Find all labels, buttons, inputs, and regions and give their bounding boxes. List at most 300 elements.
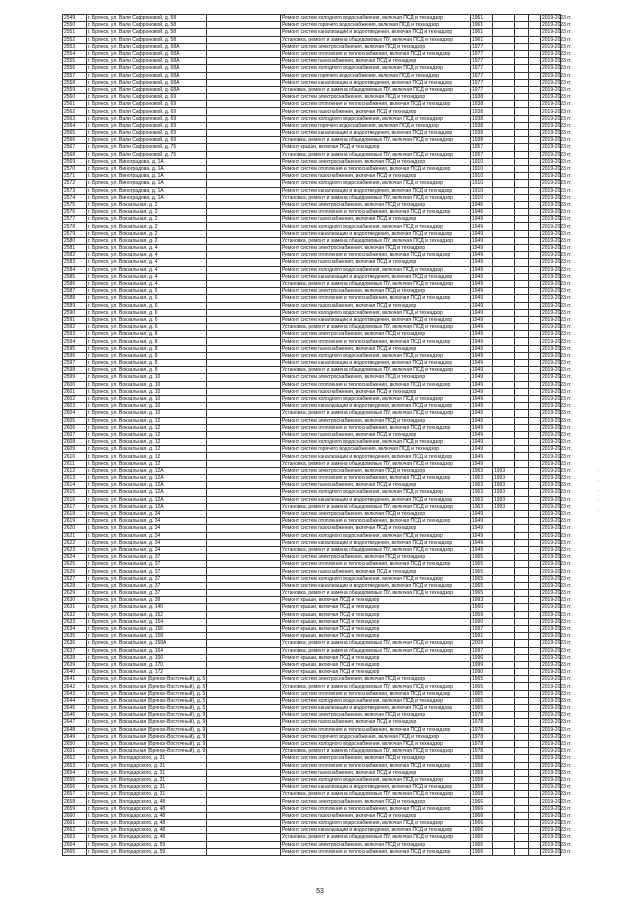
row-year-built: 1949 [471, 518, 493, 525]
row-period: 2019-2023 гг. [542, 151, 572, 158]
row-blank [515, 352, 529, 359]
row-number: 2654 [63, 769, 87, 776]
row-period: 2019-2023 гг. [542, 144, 572, 151]
row-blank [515, 65, 529, 72]
row-period: 2019-2023 гг. [542, 561, 572, 568]
row-address: г. Брянск, ул. Вокзальная, д. 4 [87, 280, 207, 287]
table-row [63, 475, 561, 482]
table-row [63, 683, 561, 690]
table-row [63, 165, 561, 172]
row-year-reconstructed [493, 280, 515, 287]
table-row [63, 94, 561, 101]
row-blank [207, 237, 281, 244]
row-blank [529, 252, 541, 259]
row-blank [515, 784, 529, 791]
row-period: 2019-2023 гг. [542, 374, 572, 381]
row-blank [515, 417, 529, 424]
row-blank [207, 798, 281, 805]
row-address: г. Брянск, ул. Виноградова, д. 1А [87, 194, 207, 201]
row-address: г. Брянск, ул. Вокзальная, д. 37 [87, 575, 207, 582]
row-blank [529, 676, 541, 683]
row-blank [529, 848, 541, 855]
row-number: 2600 [63, 381, 87, 388]
row-blank [515, 467, 529, 474]
table-row [63, 50, 561, 57]
row-year-built: 1991 [471, 633, 493, 640]
row-work-type: Ремонт систем электроснабжения, включая ПСД и технадзор [281, 331, 471, 338]
row-blank [529, 137, 541, 144]
row-number: 2663 [63, 834, 87, 841]
row-year-reconstructed: 1993 [493, 482, 515, 489]
row-period: 2019-2023 гг. [542, 352, 572, 359]
row-number: 2628 [63, 582, 87, 589]
row-number: 2596 [63, 352, 87, 359]
row-blank [207, 288, 281, 295]
row-year-built: 1977 [471, 50, 493, 57]
row-number: 2643 [63, 690, 87, 697]
row-address: г. Брянск, ул. Вокзальная, д. 4 [87, 273, 207, 280]
row-number: 2634 [63, 625, 87, 632]
row-year-built: 1949 [471, 288, 493, 295]
row-work-type: Установка, ремонт и замена общедомовых ПУ, включая ПСД и технадзор [281, 137, 471, 144]
row-work-type: Ремонт систем холодного водоснабжения, включая ПСД и технадзор [281, 532, 471, 539]
margin-mark: · [598, 488, 600, 494]
row-address: г. Брянск, ул. Вокзальная, д. 10 [87, 388, 207, 395]
row-period: 2019-2023 гг. [542, 812, 572, 819]
row-year-built: 1957 [471, 151, 493, 158]
row-year-reconstructed [493, 130, 515, 137]
row-work-type: Ремонт систем канализации и водоотведения, включая ПСД и технадзор [281, 582, 471, 589]
row-work-type: Установка, ремонт и замена общедомовых ПУ, включая ПСД и технадзор [281, 640, 471, 647]
row-blank [515, 316, 529, 323]
row-period: 2019-2023 гг. [542, 784, 572, 791]
row-address: г. Брянск, ул. Вокзальная, д. 6 [87, 316, 207, 323]
table-row [63, 288, 561, 295]
row-period: 2019-2023 гг. [542, 367, 572, 374]
row-work-type: Ремонт систем отопления и теплоснабжения, включая ПСД и технадзор [281, 475, 471, 482]
row-number: 2593 [63, 331, 87, 338]
row-year-reconstructed [493, 431, 515, 438]
row-blank [515, 597, 529, 604]
row-blank [515, 237, 529, 244]
row-year-built: 1965 [471, 561, 493, 568]
row-blank [207, 130, 281, 137]
row-blank [529, 194, 541, 201]
row-address: г. Брянск, ул. Вокзальная, д. 37 [87, 568, 207, 575]
row-period: 2019-2023 гг. [542, 820, 572, 827]
row-work-type: Ремонт систем холодного водоснабжения, включая ПСД и технадзор [281, 575, 471, 582]
row-blank [515, 72, 529, 79]
row-blank [529, 101, 541, 108]
row-year-built: 1958 [471, 769, 493, 776]
row-blank [529, 697, 541, 704]
row-year-reconstructed [493, 439, 515, 446]
row-work-type: Установка, ремонт и замена общедомовых ПУ, включая ПСД и технадзор [281, 503, 471, 510]
row-number: 2614 [63, 482, 87, 489]
table-row [63, 719, 561, 726]
table-row [63, 245, 561, 252]
row-year-built: 1993 [471, 597, 493, 604]
row-blank [207, 316, 281, 323]
row-blank [515, 194, 529, 201]
row-blank [515, 309, 529, 316]
row-address: г. Брянск, ул. Вали Сафроновой, д. 58 [87, 36, 207, 43]
table-row [63, 410, 561, 417]
row-blank [529, 266, 541, 273]
table-row [63, 130, 561, 137]
row-work-type: Установка, ремонт и замена общедомовых ПУ, включая ПСД и технадзор [281, 410, 471, 417]
row-year-reconstructed [493, 273, 515, 280]
table-row [63, 29, 561, 36]
row-year-reconstructed [493, 173, 515, 180]
row-work-type: Ремонт систем канализации и водоотведения, включая ПСД и технадзор [281, 79, 471, 86]
row-blank [529, 165, 541, 172]
row-year-reconstructed: 1993 [493, 467, 515, 474]
row-blank [515, 482, 529, 489]
row-number: 2633 [63, 618, 87, 625]
table-row [63, 489, 561, 496]
row-address: г. Брянск, ул. Вокзальная, д. 37 [87, 590, 207, 597]
row-blank [529, 503, 541, 510]
row-number: 2658 [63, 798, 87, 805]
table-row [63, 36, 561, 43]
row-blank [207, 791, 281, 798]
row-work-type: Ремонт систем холодного водоснабжения, включая ПСД и технадзор [281, 115, 471, 122]
row-work-type: Ремонт систем канализации и водоотведения, включая ПСД и технадзор [281, 29, 471, 36]
row-address: г. Брянск, ул. Вокзальная, д. 10 [87, 381, 207, 388]
row-year-built: 1949 [471, 525, 493, 532]
row-address: г. Брянск, ул. Вокзальная, д. 34 [87, 546, 207, 553]
table-row [63, 309, 561, 316]
row-blank [515, 331, 529, 338]
row-year-built: 1966 [471, 798, 493, 805]
row-year-reconstructed [493, 403, 515, 410]
table-row [63, 367, 561, 374]
row-number: 2602 [63, 395, 87, 402]
row-blank [515, 791, 529, 798]
row-period: 2019-2023 гг. [542, 295, 572, 302]
table-row [63, 230, 561, 237]
row-year-built: 1949 [471, 417, 493, 424]
row-blank [529, 827, 541, 834]
row-address: г. Брянск, ул. Вокзальная, д. 6 [87, 295, 207, 302]
row-year-reconstructed [493, 798, 515, 805]
row-year-reconstructed [493, 561, 515, 568]
row-work-type: Ремонт систем электроснабжения, включая ПСД и технадзор [281, 94, 471, 101]
row-blank [529, 180, 541, 187]
row-address: г. Брянск, ул. Вали Сафроновой, д. 58 [87, 29, 207, 36]
row-blank [529, 115, 541, 122]
row-blank [529, 820, 541, 827]
row-work-type: Ремонт систем электроснабжения, включая ПСД и технадзор [281, 43, 471, 50]
row-work-type: Ремонт систем холодного водоснабжения, включая ПСД и технадзор [281, 65, 471, 72]
row-blank [207, 740, 281, 747]
row-blank [529, 295, 541, 302]
row-work-type: Ремонт систем канализации и водоотведения, включая ПСД и технадзор [281, 360, 471, 367]
row-period: 2019-2023 гг. [542, 15, 572, 22]
row-period: 2019-2023 гг. [542, 762, 572, 769]
row-work-type: Ремонт систем холодного водоснабжения, включая ПСД и технадзор [281, 15, 471, 22]
row-blank [529, 604, 541, 611]
row-address: г. Брянск, ул. Вали Сафроновой, д. 69 [87, 122, 207, 129]
row-work-type: Ремонт систем газоснабжения, включая ПСД и технадзор [281, 108, 471, 115]
table-row [63, 352, 561, 359]
row-work-type: Ремонт систем электроснабжения, включая ПСД и технадзор [281, 374, 471, 381]
capital-repair-table [62, 14, 572, 856]
row-period: 2019-2023 гг. [542, 309, 572, 316]
row-blank [207, 403, 281, 410]
row-year-reconstructed [493, 539, 515, 546]
row-year-reconstructed [493, 381, 515, 388]
row-year-reconstructed [493, 137, 515, 144]
row-blank [207, 201, 281, 208]
row-address: г. Брянск, ул. Вали Сафроновой, д. 58 [87, 22, 207, 29]
row-year-built: 1949 [471, 446, 493, 453]
row-number: 2575 [63, 201, 87, 208]
row-blank [515, 705, 529, 712]
row-number: 2642 [63, 683, 87, 690]
row-address: г. Брянск, ул. Виноградова, д. 1А [87, 180, 207, 187]
row-period: 2019-2023 гг. [542, 626, 572, 633]
row-year-built: 1949 [471, 345, 493, 352]
table-row [63, 791, 561, 798]
table-row [63, 755, 561, 762]
row-blank [207, 331, 281, 338]
row-number: 2582 [63, 252, 87, 259]
row-address: г. Брянск, ул. Вокзальная, д. 12 [87, 417, 207, 424]
row-blank [515, 115, 529, 122]
row-blank [207, 705, 281, 712]
table-row [63, 654, 561, 661]
row-year-built: 1977 [471, 43, 493, 50]
row-work-type: Ремонт систем отопления и теплоснабжения, включая ПСД и технадзор [281, 252, 471, 259]
row-blank [529, 29, 541, 36]
table-row [63, 618, 561, 625]
row-work-type: Ремонт систем газоснабжения, включая ПСД и технадзор [281, 388, 471, 395]
row-work-type: Ремонт систем электроснабжения, включая ПСД и технадзор [281, 554, 471, 561]
row-number: 2624 [63, 554, 87, 561]
row-year-built: 1978 [471, 726, 493, 733]
row-blank [515, 259, 529, 266]
row-blank [207, 395, 281, 402]
row-blank [529, 597, 541, 604]
row-year-reconstructed [493, 216, 515, 223]
row-address: г. Брянск, ул. Вокзальная, д. 34 [87, 518, 207, 525]
row-blank [529, 187, 541, 194]
row-year-built: 1910 [471, 180, 493, 187]
row-year-built: 1966 [471, 841, 493, 848]
row-blank [515, 122, 529, 129]
row-year-reconstructed [493, 640, 515, 647]
row-period: 2019-2023 гг. [542, 791, 572, 798]
row-year-built: 1946 [471, 209, 493, 216]
row-period: 2019-2023 гг. [542, 122, 572, 129]
row-year-reconstructed [493, 676, 515, 683]
row-blank [207, 518, 281, 525]
row-blank [529, 410, 541, 417]
row-number: 2603 [63, 403, 87, 410]
row-number: 2592 [63, 324, 87, 331]
row-period: 2019-2023 гг. [542, 266, 572, 273]
row-number: 2631 [63, 604, 87, 611]
row-year-built: 1977 [471, 58, 493, 65]
row-blank [529, 50, 541, 57]
row-address: г. Брянск, ул. Вокзальная (Брянск-Восточный), д. 5 [88, 683, 206, 690]
row-period: 2019-2023 гг. [542, 288, 572, 295]
row-year-reconstructed [493, 352, 515, 359]
row-period: 2019-2023 гг. [542, 741, 572, 748]
table-row [63, 676, 561, 683]
row-blank [207, 805, 281, 812]
row-year-built: 1946 [471, 201, 493, 208]
row-blank [207, 597, 281, 604]
row-year-built: 1949 [471, 302, 493, 309]
row-year-built: 1997 [471, 625, 493, 632]
row-blank [207, 525, 281, 532]
row-blank [207, 661, 281, 668]
row-work-type: Ремонт систем отопления и теплоснабжения, включая ПСД и технадзор [281, 424, 471, 431]
row-year-built: 1910 [471, 187, 493, 194]
table-row [63, 554, 561, 561]
row-blank [207, 755, 281, 762]
row-work-type: Ремонт систем канализации и водоотведения, включая ПСД и технадзор [281, 316, 471, 323]
row-blank [529, 86, 541, 93]
row-work-type: Ремонт крыши, включая ПСД и технадзор [281, 625, 471, 632]
row-year-built: 1961 [471, 29, 493, 36]
row-period: 2019-2023 гг. [542, 86, 572, 93]
row-blank [529, 482, 541, 489]
row-year-reconstructed [493, 532, 515, 539]
row-number: 2660 [63, 812, 87, 819]
row-blank [207, 633, 281, 640]
row-blank [207, 827, 281, 834]
row-year-built: 1978 [471, 733, 493, 740]
row-year-reconstructed [493, 848, 515, 855]
row-year-reconstructed [493, 460, 515, 467]
row-blank [529, 762, 541, 769]
row-year-reconstructed [493, 661, 515, 668]
row-blank [515, 266, 529, 273]
row-number: 2609 [63, 446, 87, 453]
row-blank [207, 625, 281, 632]
row-blank [207, 252, 281, 259]
row-year-built: 1949 [471, 252, 493, 259]
row-blank [207, 245, 281, 252]
row-blank [529, 173, 541, 180]
row-year-reconstructed [493, 316, 515, 323]
table-row [63, 58, 561, 65]
row-number: 2650 [63, 740, 87, 747]
row-address: г. Брянск, ул. Вокзальная, д. 34 [87, 525, 207, 532]
margin-mark: · [598, 468, 600, 474]
row-period: 2019-2023 гг. [542, 676, 572, 683]
row-address: г. Брянск, ул. Вокзальная (Брянск-Восточный), д. 9 [88, 719, 206, 726]
row-year-reconstructed [493, 518, 515, 525]
row-year-built: 1958 [471, 762, 493, 769]
row-work-type: Ремонт систем газоснабжения, включая ПСД и технадзор [281, 525, 471, 532]
table-row [63, 417, 561, 424]
row-period: 2019-2023 гг. [542, 230, 572, 237]
row-period: 2019-2023 гг. [542, 396, 572, 403]
row-blank [207, 173, 281, 180]
row-work-type: Ремонт систем отопления и теплоснабжения, включая ПСД и технадзор [281, 209, 471, 216]
row-blank [515, 568, 529, 575]
row-year-built: 1965 [471, 697, 493, 704]
row-blank [515, 719, 529, 726]
row-blank [515, 518, 529, 525]
table-row [63, 834, 561, 841]
row-year-reconstructed [493, 374, 515, 381]
row-blank [515, 546, 529, 553]
row-period: 2019-2023 гг. [542, 360, 572, 367]
row-address: г. Брянск, ул. Вокзальная, д. 8 [87, 352, 207, 359]
row-work-type: Ремонт систем газоснабжения, включая ПСД и технадзор [281, 345, 471, 352]
row-address: г. Брянск, ул. Вокзальная, д. 8 [87, 338, 207, 345]
table-row [63, 769, 561, 776]
row-blank [207, 417, 281, 424]
table-row [63, 22, 561, 29]
row-blank [207, 187, 281, 194]
row-work-type: Ремонт крыши, включая ПСД и технадзор [281, 669, 471, 676]
row-blank [207, 15, 281, 22]
row-blank [207, 209, 281, 216]
row-work-type: Установка, ремонт и замена общедомовых ПУ, включая ПСД и технадзор [281, 324, 471, 331]
row-year-reconstructed [493, 122, 515, 129]
row-blank [207, 295, 281, 302]
row-blank [515, 22, 529, 29]
row-year-reconstructed [493, 259, 515, 266]
row-year-reconstructed [493, 590, 515, 597]
row-address: г. Брянск, ул. Володарского, д. 31 [87, 762, 207, 769]
row-address: г. Брянск, ул. Вокзальная, д. 156 [87, 625, 207, 632]
table-row [63, 374, 561, 381]
row-number: 2659 [63, 805, 87, 812]
table-row [63, 266, 561, 273]
row-period: 2019-2023 гг. [542, 546, 572, 553]
row-year-reconstructed [493, 705, 515, 712]
row-number: 2553 [63, 43, 87, 50]
row-work-type: Ремонт систем электроснабжения, включая ПСД и технадзор [281, 755, 471, 762]
row-work-type: Ремонт систем электроснабжения, включая ПСД и технадзор [281, 841, 471, 848]
table-row [63, 482, 561, 489]
row-blank [529, 690, 541, 697]
row-address: г. Брянск, ул. Вокзальная, д. 39 [87, 597, 207, 604]
row-blank [529, 403, 541, 410]
row-work-type: Ремонт систем электроснабжения, включая ПСД и технадзор [281, 417, 471, 424]
row-work-type: Установка, ремонт и замена общедомовых ПУ, включая ПСД и технадзор [281, 36, 471, 43]
row-address: г. Брянск, ул. Вокзальная, д. 6 [87, 302, 207, 309]
table-row [63, 848, 561, 855]
row-year-reconstructed [493, 719, 515, 726]
row-blank [529, 683, 541, 690]
row-period: 2019-2023 гг. [542, 841, 572, 848]
row-address: г. Брянск, ул. Вокзальная, д. 172 [87, 669, 207, 676]
row-period: 2019-2023 гг. [542, 137, 572, 144]
table-row [63, 101, 561, 108]
row-blank [529, 158, 541, 165]
row-period: 2019-2023 гг. [542, 194, 572, 201]
row-address: г. Брянск, ул. Виноградова, д. 1А [87, 165, 207, 172]
row-address: г. Брянск, ул. Вокзальная (Брянск-Восточный), д. 5 [88, 705, 206, 712]
table-row [63, 259, 561, 266]
row-year-reconstructed [493, 582, 515, 589]
row-year-built: 1999 [471, 661, 493, 668]
row-work-type: Ремонт систем электроснабжения, включая ПСД и технадзор [281, 288, 471, 295]
row-work-type: Ремонт систем канализации и водоотведения, включая ПСД и технадзор [281, 403, 471, 410]
row-year-built: 1949 [471, 460, 493, 467]
row-period: 2019-2023 гг. [542, 245, 572, 252]
row-blank [515, 633, 529, 640]
